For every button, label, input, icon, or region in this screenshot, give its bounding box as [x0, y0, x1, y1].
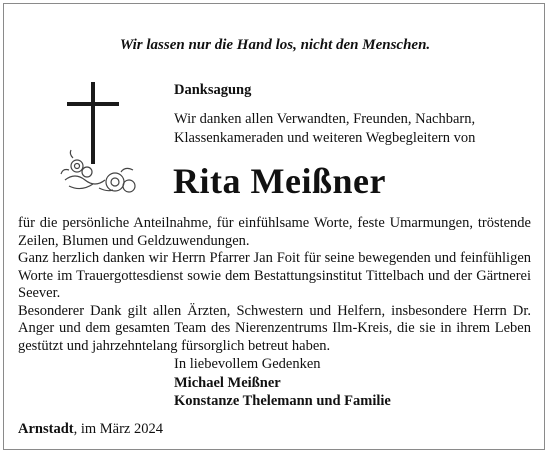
regards-line: In liebevollem Gedenken	[174, 356, 321, 372]
regards-block	[174, 355, 391, 411]
body-paragraph: Besonderer Dank gilt allen Ärzten, Schwestern und Helfern, insbesondere Herrn Dr. Anger und dem gesamten Team des Nierenzentrums Ilm-Kreis, die sie in ihrem Leben gestützt und jahrzehntelang fürsorglich betreut haben.	[18, 302, 531, 354]
signer-name: Michael Meißner	[174, 374, 281, 391]
place: Arnstadt	[18, 421, 74, 437]
deceased-name: Rita Meißner	[173, 161, 386, 201]
intro-line: Wir danken allen Verwandten, Freunden, Nachbarn,	[174, 111, 476, 127]
body-text	[18, 215, 531, 355]
intro-text	[174, 110, 534, 147]
heading: Danksagung	[174, 82, 252, 98]
motto: Wir lassen nur die Hand los, nicht den Menschen.	[119, 37, 431, 53]
cross-icon	[55, 80, 165, 195]
date: , im März 2024	[73, 421, 163, 437]
signer-family: Konstanze Thelemann und Familie	[174, 393, 391, 409]
body-paragraph: Ganz herzlich danken wir Herrn Pfarrer Jan Foit für seine bewegenden und feinfühligen Worte im Trauergottesdienst sowie dem Bestattungsinstitut Tittelbach und der Gärtnerei Seever.	[18, 250, 531, 301]
intro-line: Klassenkameraden und weiteren Wegbegleitern von	[174, 129, 476, 146]
place-date	[18, 421, 163, 438]
flowers-icon	[61, 150, 135, 192]
body-paragraph: für die persönliche Anteilnahme, für einfühlsame Worte, feste Umarmungen, tröstende Zeilen, Blumen und Geldzuwendungen.	[18, 215, 531, 249]
